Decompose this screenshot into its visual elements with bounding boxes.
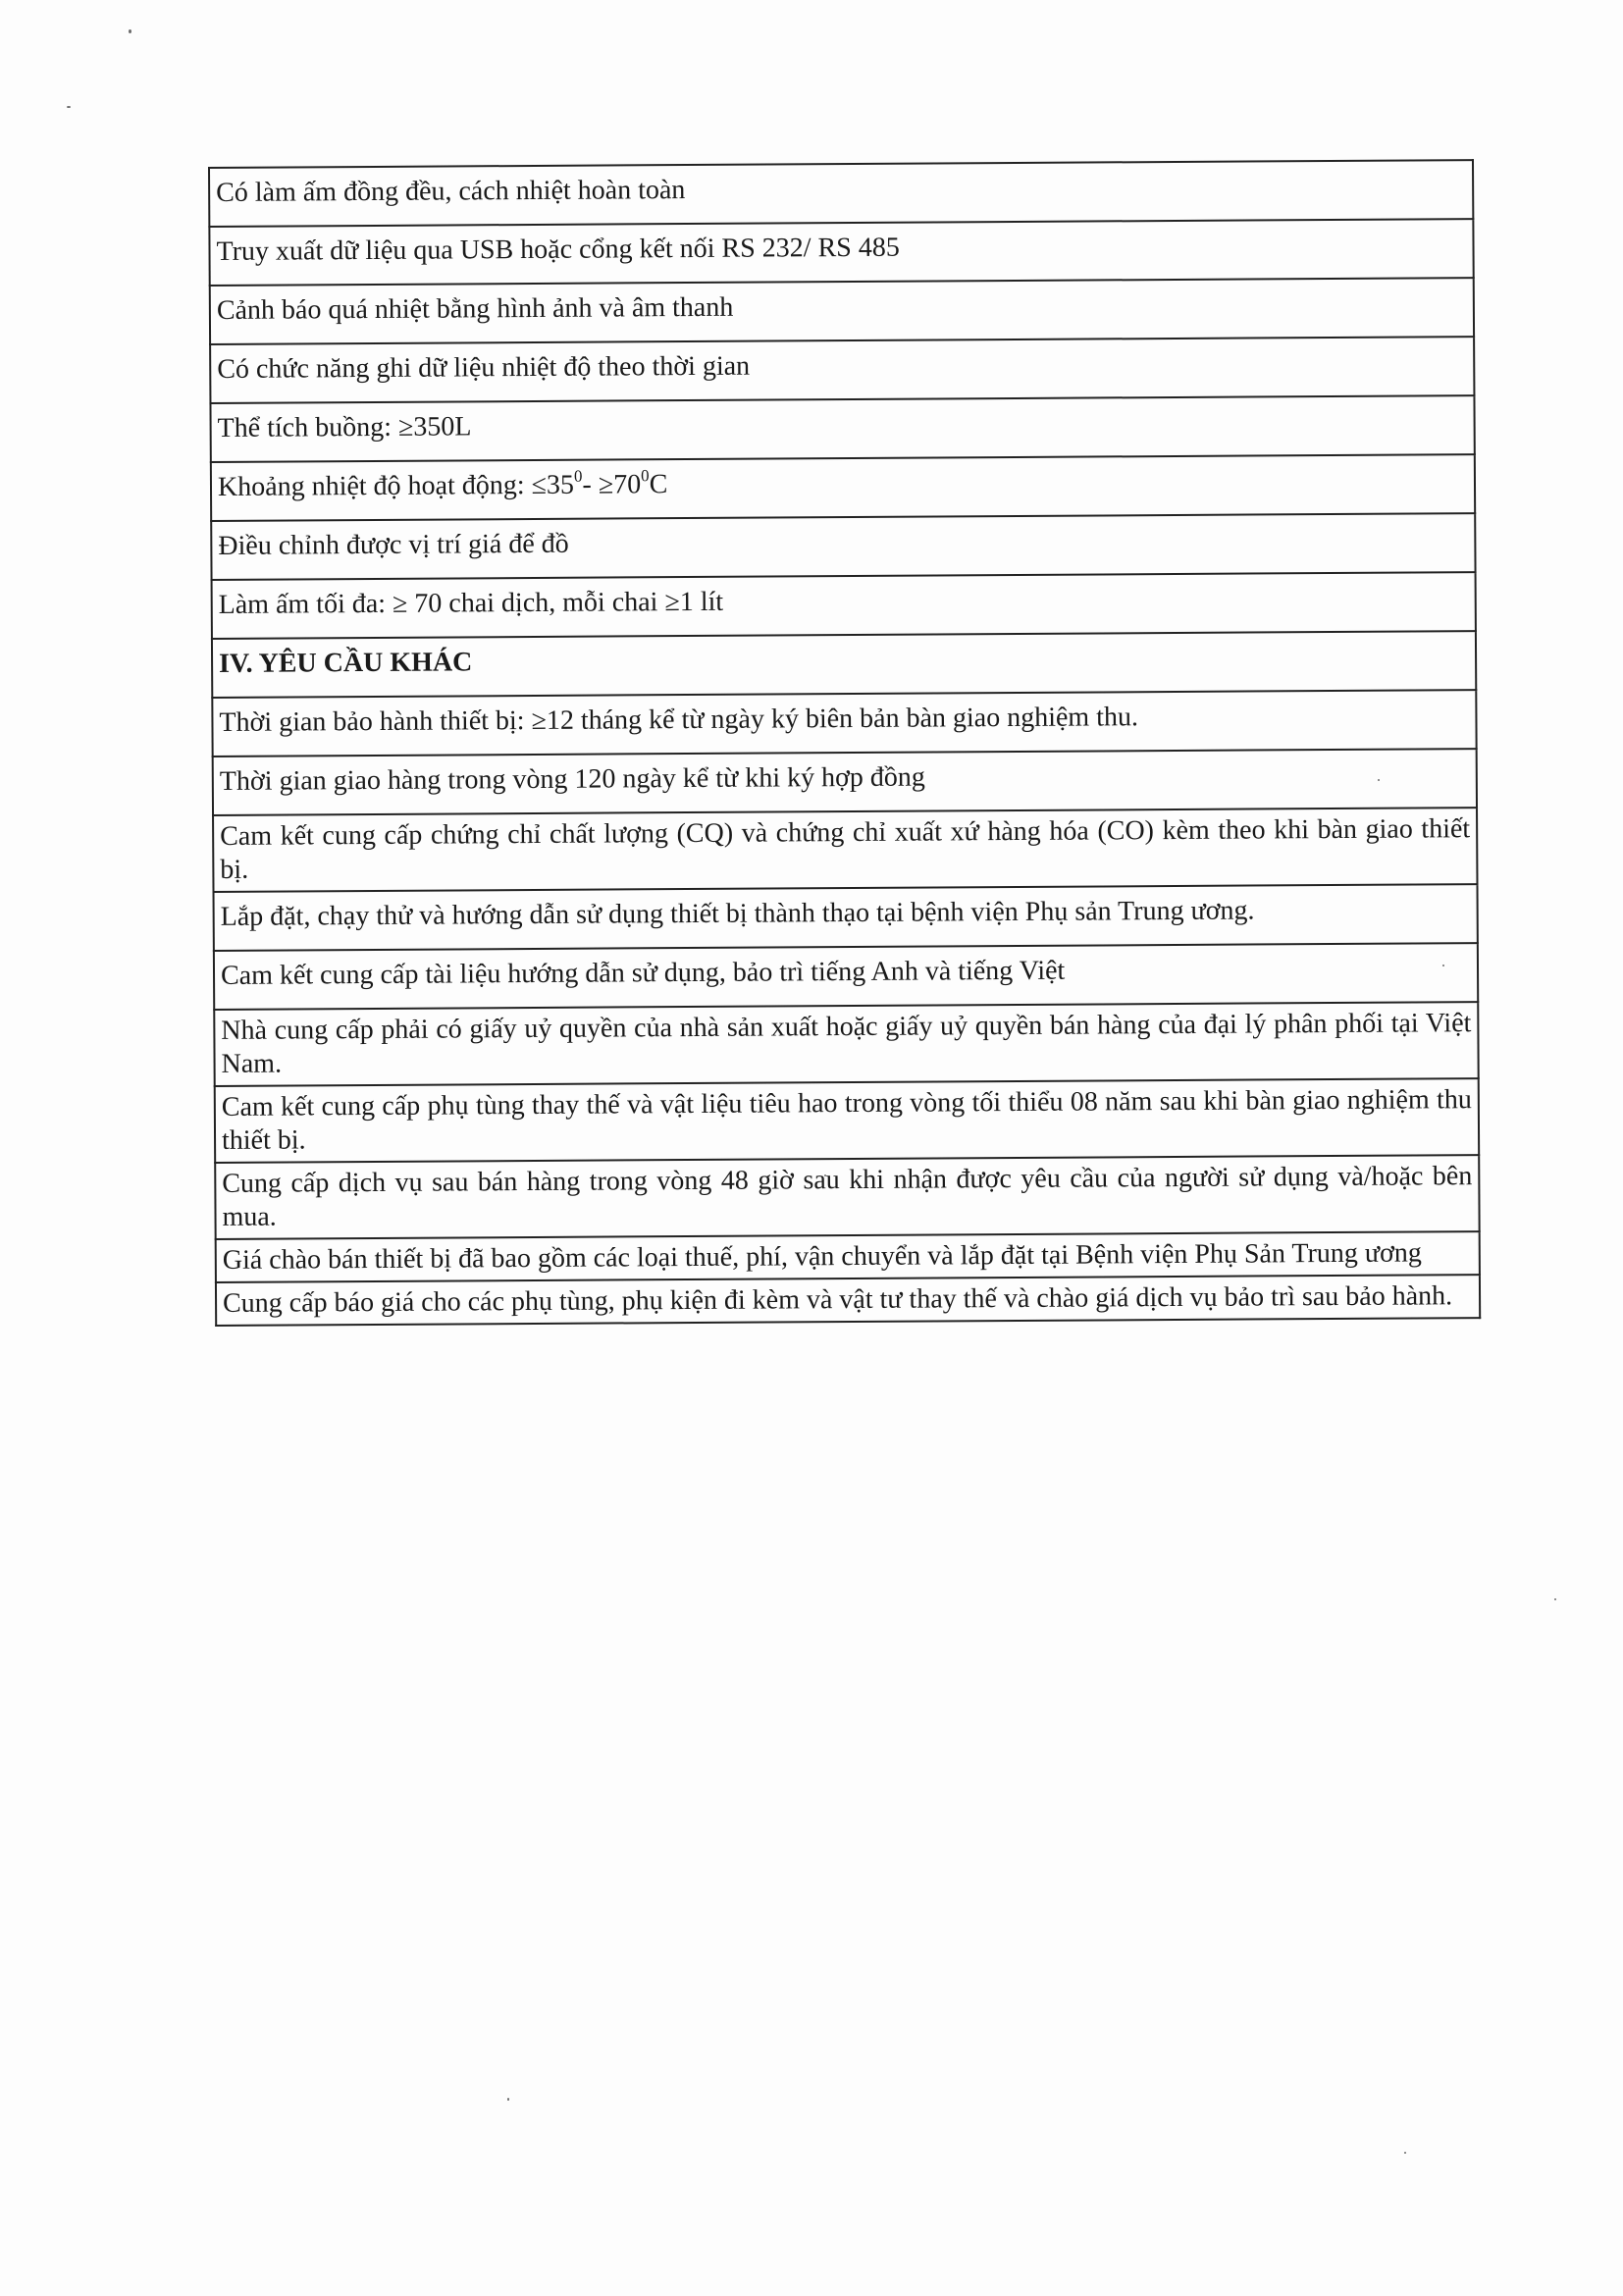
temperature-range-cell [211, 454, 1475, 521]
table-row [214, 1002, 1478, 1086]
table-row [212, 690, 1476, 757]
table-cell: Giá chào bán thiết bị đã bao gồm các loại thuế, phí, vận chuyển và lắp đặt tại Bệnh viện Phụ Sản Trung ương [216, 1231, 1480, 1282]
table-row [215, 1155, 1479, 1239]
table-row [210, 337, 1474, 403]
temp-degree-2: 0 [641, 466, 650, 486]
table-row [213, 749, 1477, 815]
table-row [213, 808, 1477, 892]
table-cell: Cung cấp báo giá cho các phụ tùng, phụ kiện đi kèm và vật tư thay thế và chào giá dịch vụ bảo trì sau bảo hành. [216, 1275, 1480, 1326]
table-cell: Lắp đặt, chạy thử và hướng dẫn sử dụng thiết bị thành thạo tại bệnh viện Phụ sản Trung ương. [214, 884, 1478, 951]
table-row [211, 513, 1475, 580]
table-cell: Thể tích buồng: ≥350L [210, 395, 1474, 462]
table-cell: Cảnh báo quá nhiệt bằng hình ảnh và âm thanh [210, 278, 1474, 344]
table-row [210, 278, 1474, 344]
requirements-table [208, 159, 1481, 1327]
temp-degree-1: 0 [573, 466, 583, 486]
table-cell: Truy xuất dữ liệu qua USB hoặc cổng kết nối RS 232/ RS 485 [209, 219, 1473, 286]
scan-speck [129, 29, 131, 33]
section-row [212, 631, 1476, 698]
section-heading: IV. YÊU CẦU KHÁC [212, 631, 1476, 698]
table-row [214, 884, 1478, 951]
table-cell: Có chức năng ghi dữ liệu nhiệt độ theo thời gian [210, 337, 1474, 403]
scan-speck [67, 106, 71, 108]
table-row [216, 1275, 1480, 1326]
table-row [212, 572, 1476, 639]
table-cell: Cam kết cung cấp phụ tùng thay thế và vật liệu tiêu hao trong vòng tối thiểu 08 năm sau khi bàn giao nghiệm thu thiết bị. [215, 1078, 1479, 1163]
temp-middle: - ≥70 [582, 469, 642, 500]
table-cell: Thời gian bảo hành thiết bị: ≥12 tháng kể từ ngày ký biên bản bàn giao nghiệm thu. [212, 690, 1476, 757]
table-cell: Cam kết cung cấp chứng chỉ chất lượng (CQ) và chứng chỉ xuất xứ hàng hóa (CO) kèm theo khi bàn giao thiết bị. [213, 808, 1477, 892]
table-cell: Thời gian giao hàng trong vòng 120 ngày kể từ khi ký hợp đồng [213, 749, 1477, 815]
table-cell: Điều chỉnh được vị trí giá để đồ [211, 513, 1475, 580]
table-row [210, 395, 1474, 462]
temp-suffix: C [649, 469, 668, 500]
table-row [214, 943, 1478, 1010]
table-row [211, 454, 1475, 521]
table-cell: Cung cấp dịch vụ sau bán hàng trong vòng 48 giờ sau khi nhận được yêu cầu của người sử dụng và/hoặc bên mua. [215, 1155, 1479, 1239]
table-row [209, 160, 1473, 227]
temp-prefix: Khoảng nhiệt độ hoạt động: ≤35 [217, 469, 575, 502]
table-row [216, 1231, 1480, 1282]
table-cell: Nhà cung cấp phải có giấy uỷ quyền của nhà sản xuất hoặc giấy uỷ quyền bán hàng của đại lý phân phối tại Việt Nam. [214, 1002, 1478, 1086]
scan-speck [1404, 2152, 1406, 2154]
table-cell: Có làm ấm đồng đều, cách nhiệt hoàn toàn [209, 160, 1473, 227]
table-row [215, 1078, 1479, 1163]
table-cell: Cam kết cung cấp tài liệu hướng dẫn sử dụng, bảo trì tiếng Anh và tiếng Việt [214, 943, 1478, 1010]
table-cell: Làm ấm tối đa: ≥ 70 chai dịch, mỗi chai ≥1 lít [212, 572, 1476, 639]
scan-speck [1554, 1598, 1556, 1600]
scan-speck [507, 2098, 509, 2101]
table-row [209, 219, 1473, 286]
